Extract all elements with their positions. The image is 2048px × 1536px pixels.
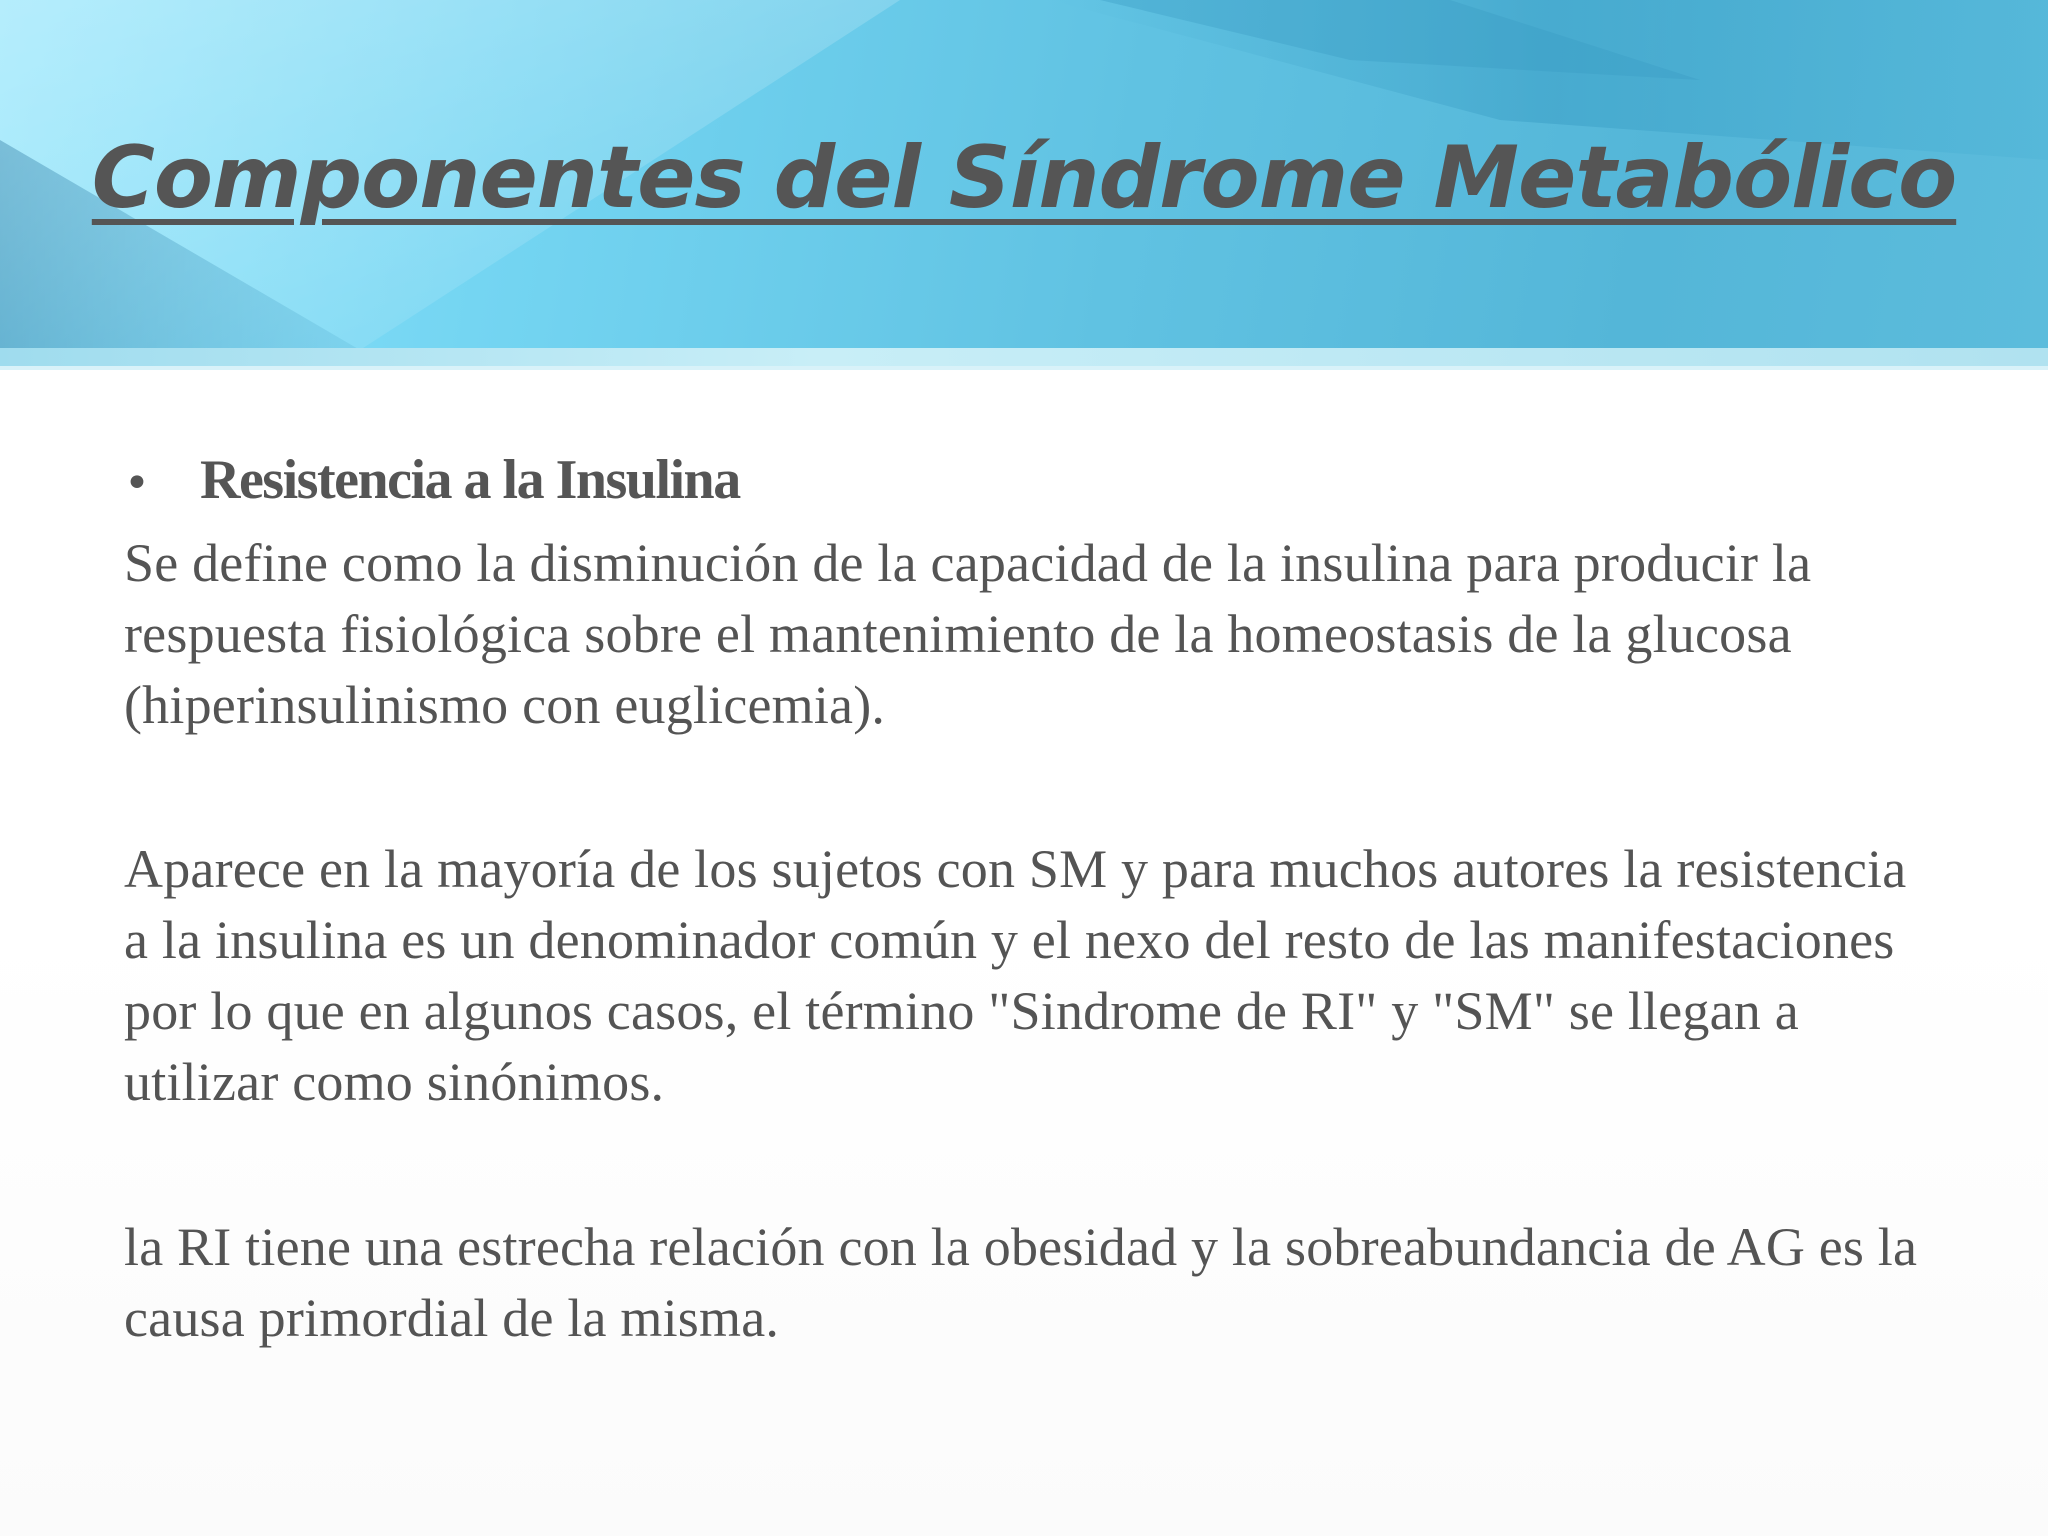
paragraph-appearance: Aparece en la mayoría de los sujetos con SM y para muchos autores la resistencia a la insulina es un denominador común y el nexo del resto de las manifestaciones por lo que en algunos casos, el término "Sindrome de RI" y "SM" se llegan a utilizar como sinónimos. [124,839,1907,1112]
paragraph-relation: la RI tiene una estrecha relación con la obesidad y la sobreabundancia de AG es la causa primordial de la misma. [124,1217,1918,1348]
slide-content [124,440,1934,1354]
slide-title: Componentes del Síndrome Metabólico [91,128,1957,228]
bullet-item [124,440,1934,524]
bullet-heading: Resistencia a la Insulina [200,449,740,511]
title-container [0,128,2048,228]
bullet-icon: • [124,458,150,509]
paragraph-definition: Se define como la disminución de la capacidad de la insulina para producir la respuesta fisiológica sobre el mantenimiento de la homeostasis de la glucosa (hiperinsulinismo con euglicemia). [124,533,1812,735]
